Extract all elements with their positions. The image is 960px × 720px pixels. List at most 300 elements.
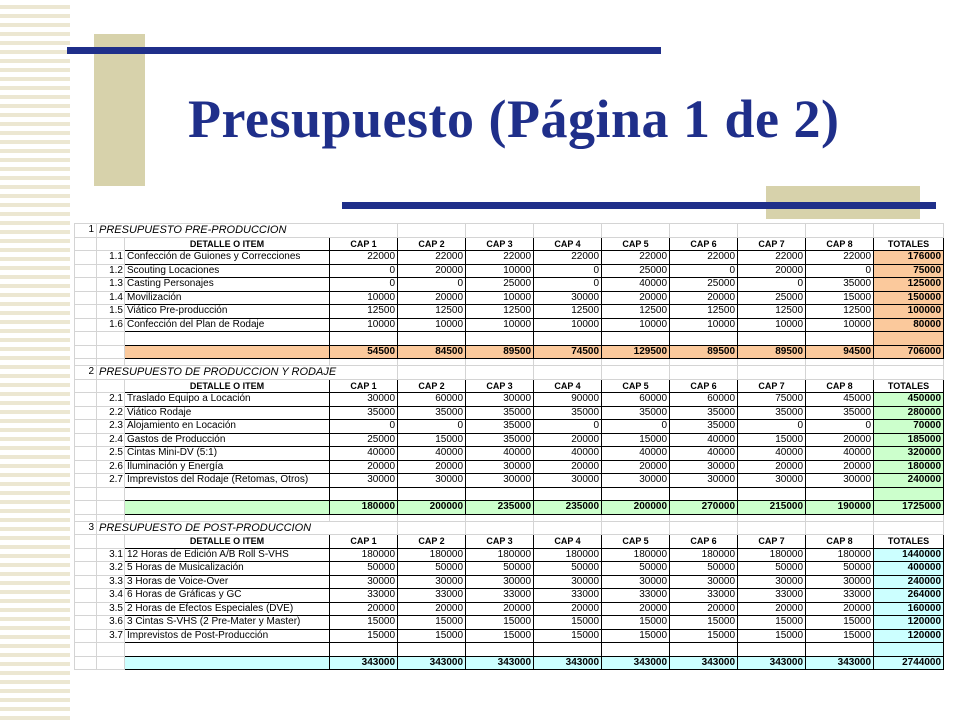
section-number: 2 xyxy=(75,366,97,380)
cap-8-value: 20000 xyxy=(806,460,874,474)
cap-2-value: 180000 xyxy=(398,548,466,562)
empty-cell xyxy=(602,224,670,238)
cap-3-value: 35000 xyxy=(466,420,534,434)
item-index: 3.6 xyxy=(97,616,125,630)
empty-cell xyxy=(75,514,97,521)
item-index: 2.4 xyxy=(97,433,125,447)
empty-cell xyxy=(874,359,944,366)
empty-cell xyxy=(75,433,97,447)
empty-cell xyxy=(874,487,944,501)
cap-6-value: 50000 xyxy=(670,562,738,576)
empty-cell xyxy=(97,379,125,393)
empty-cell xyxy=(466,224,534,238)
cap-5-value: 180000 xyxy=(602,548,670,562)
item-name: 5 Horas de Musicalización xyxy=(125,562,330,576)
cap-1-value: 40000 xyxy=(330,447,398,461)
table-row xyxy=(75,447,944,461)
table-row xyxy=(75,251,944,265)
cap-1-sum: 180000 xyxy=(330,501,398,515)
cap-1-value: 0 xyxy=(330,278,398,292)
empty-cell xyxy=(398,366,466,380)
cap-2-value: 15000 xyxy=(398,629,466,643)
empty-cell xyxy=(806,366,874,380)
cap-4-value: 30000 xyxy=(534,575,602,589)
row-total: 160000 xyxy=(874,602,944,616)
empty-cell xyxy=(670,643,738,657)
header-cap-5: CAP 5 xyxy=(602,237,670,251)
cap-5-value: 0 xyxy=(602,420,670,434)
cap-2-value: 22000 xyxy=(398,251,466,265)
empty-cell xyxy=(534,332,602,346)
cap-3-sum: 89500 xyxy=(466,345,534,359)
cap-2-value: 12500 xyxy=(398,305,466,319)
empty-cell xyxy=(75,548,97,562)
empty-cell xyxy=(466,366,534,380)
cap-5-value: 15000 xyxy=(602,616,670,630)
empty-cell xyxy=(97,514,125,521)
empty-cell xyxy=(330,359,398,366)
cap-6-value: 35000 xyxy=(670,406,738,420)
cap-2-sum: 200000 xyxy=(398,501,466,515)
cap-2-value: 20000 xyxy=(398,264,466,278)
cap-4-value: 90000 xyxy=(534,393,602,407)
cap-1-value: 50000 xyxy=(330,562,398,576)
table-row xyxy=(75,575,944,589)
item-name: 3 Cintas S-VHS (2 Pre-Mater y Master) xyxy=(125,616,330,630)
row-total: 176000 xyxy=(874,251,944,265)
table-row xyxy=(75,474,944,488)
row-total: 240000 xyxy=(874,575,944,589)
cap-6-value: 15000 xyxy=(670,616,738,630)
item-index: 1.4 xyxy=(97,291,125,305)
empty-cell xyxy=(806,514,874,521)
empty-cell xyxy=(398,487,466,501)
cap-4-value: 20000 xyxy=(534,460,602,474)
section-number: 1 xyxy=(75,224,97,238)
empty-cell xyxy=(75,345,97,359)
cap-7-value: 22000 xyxy=(738,251,806,265)
left-stripe-decoration xyxy=(0,0,70,720)
row-total: 180000 xyxy=(874,460,944,474)
cap-6-value: 60000 xyxy=(670,393,738,407)
empty-cell xyxy=(466,521,534,535)
item-name: Casting Personajes xyxy=(125,278,330,292)
cap-7-sum: 215000 xyxy=(738,501,806,515)
empty-cell xyxy=(602,514,670,521)
header-totales: TOTALES xyxy=(874,379,944,393)
empty-cell xyxy=(75,656,97,670)
cap-7-value: 20000 xyxy=(738,602,806,616)
cap-1-value: 25000 xyxy=(330,433,398,447)
empty-cell xyxy=(75,379,97,393)
section-number: 3 xyxy=(75,521,97,535)
item-name: Imprevistos del Rodaje (Retomas, Otros) xyxy=(125,474,330,488)
table-row xyxy=(75,420,944,434)
section-title: PRESUPUESTO DE POST-PRODUCCION xyxy=(97,521,398,535)
empty-cell xyxy=(398,359,466,366)
row-total: 150000 xyxy=(874,291,944,305)
cap-6-sum: 270000 xyxy=(670,501,738,515)
item-name: Alojamiento en Locación xyxy=(125,420,330,434)
cap-8-value: 20000 xyxy=(806,602,874,616)
row-total: 450000 xyxy=(874,393,944,407)
row-total: 400000 xyxy=(874,562,944,576)
cap-6-value: 10000 xyxy=(670,318,738,332)
item-name: Imprevistos de Post-Producción xyxy=(125,629,330,643)
cap-7-sum: 343000 xyxy=(738,656,806,670)
blank-row xyxy=(75,643,944,657)
item-name: Traslado Equipo a Locación xyxy=(125,393,330,407)
empty-cell xyxy=(97,656,125,670)
row-total: 100000 xyxy=(874,305,944,319)
header-cap-6: CAP 6 xyxy=(670,379,738,393)
item-name: Confección del Plan de Rodaje xyxy=(125,318,330,332)
item-index: 3.7 xyxy=(97,629,125,643)
item-index: 3.4 xyxy=(97,589,125,603)
header-cap-4: CAP 4 xyxy=(534,379,602,393)
cap-6-value: 20000 xyxy=(670,602,738,616)
cap-8-value: 33000 xyxy=(806,589,874,603)
empty-cell xyxy=(738,332,806,346)
cap-2-value: 10000 xyxy=(398,318,466,332)
table-row xyxy=(75,602,944,616)
cap-6-value: 20000 xyxy=(670,291,738,305)
empty-cell xyxy=(75,487,97,501)
empty-cell xyxy=(125,656,330,670)
cap-6-value: 15000 xyxy=(670,629,738,643)
empty-cell xyxy=(670,521,738,535)
cap-5-value: 40000 xyxy=(602,278,670,292)
empty-cell xyxy=(738,224,806,238)
cap-8-value: 30000 xyxy=(806,575,874,589)
header-cap-1: CAP 1 xyxy=(330,535,398,549)
section-title: PRESUPUESTO PRE-PRODUCCION xyxy=(97,224,398,238)
cap-1-sum: 54500 xyxy=(330,345,398,359)
cap-5-value: 30000 xyxy=(602,575,670,589)
empty-cell xyxy=(75,616,97,630)
cap-8-value: 45000 xyxy=(806,393,874,407)
item-index: 1.3 xyxy=(97,278,125,292)
cap-8-value: 35000 xyxy=(806,406,874,420)
item-index: 1.2 xyxy=(97,264,125,278)
cap-5-value: 50000 xyxy=(602,562,670,576)
table-row xyxy=(75,291,944,305)
header-cap-2: CAP 2 xyxy=(398,379,466,393)
sums-row xyxy=(75,345,944,359)
cap-7-value: 25000 xyxy=(738,291,806,305)
section-title-row xyxy=(75,521,944,535)
cap-8-sum: 343000 xyxy=(806,656,874,670)
empty-cell xyxy=(466,487,534,501)
item-index: 2.1 xyxy=(97,393,125,407)
table-row xyxy=(75,629,944,643)
header-totales: TOTALES xyxy=(874,237,944,251)
cap-6-value: 30000 xyxy=(670,474,738,488)
row-total: 240000 xyxy=(874,474,944,488)
header-cap-5: CAP 5 xyxy=(602,535,670,549)
empty-cell xyxy=(874,521,944,535)
cap-5-value: 15000 xyxy=(602,433,670,447)
cap-1-value: 30000 xyxy=(330,575,398,589)
header-cap-6: CAP 6 xyxy=(670,237,738,251)
header-cap-3: CAP 3 xyxy=(466,535,534,549)
cap-5-value: 22000 xyxy=(602,251,670,265)
item-name: 3 Horas de Voice-Over xyxy=(125,575,330,589)
empty-cell xyxy=(125,501,330,515)
cap-3-value: 20000 xyxy=(466,602,534,616)
cap-1-value: 33000 xyxy=(330,589,398,603)
empty-cell xyxy=(75,474,97,488)
empty-cell xyxy=(75,278,97,292)
header-cap-5: CAP 5 xyxy=(602,379,670,393)
cap-1-value: 35000 xyxy=(330,406,398,420)
cap-7-value: 20000 xyxy=(738,460,806,474)
cap-5-sum: 129500 xyxy=(602,345,670,359)
cap-1-value: 30000 xyxy=(330,474,398,488)
cap-6-value: 40000 xyxy=(670,433,738,447)
item-index: 3.5 xyxy=(97,602,125,616)
grand-total: 706000 xyxy=(874,345,944,359)
item-index: 2.7 xyxy=(97,474,125,488)
cap-8-value: 12500 xyxy=(806,305,874,319)
cap-2-value: 0 xyxy=(398,420,466,434)
empty-cell xyxy=(97,332,125,346)
header-cap-3: CAP 3 xyxy=(466,237,534,251)
item-name: Movilización xyxy=(125,291,330,305)
empty-cell xyxy=(534,359,602,366)
header-cap-7: CAP 7 xyxy=(738,237,806,251)
cap-7-value: 15000 xyxy=(738,433,806,447)
item-name: Viático Rodaje xyxy=(125,406,330,420)
cap-2-value: 30000 xyxy=(398,474,466,488)
table-row xyxy=(75,589,944,603)
table-row xyxy=(75,562,944,576)
empty-cell xyxy=(97,535,125,549)
empty-cell xyxy=(670,366,738,380)
cap-7-value: 35000 xyxy=(738,406,806,420)
item-name: Cintas Mini-DV (5:1) xyxy=(125,447,330,461)
cap-6-value: 180000 xyxy=(670,548,738,562)
empty-cell xyxy=(330,332,398,346)
item-index: 1.5 xyxy=(97,305,125,319)
cap-1-value: 22000 xyxy=(330,251,398,265)
empty-cell xyxy=(75,251,97,265)
item-name: 6 Horas de Gráficas y GC xyxy=(125,589,330,603)
header-detail: DETALLE O ITEM xyxy=(125,535,330,549)
cap-8-value: 22000 xyxy=(806,251,874,265)
cap-1-value: 20000 xyxy=(330,602,398,616)
item-name: 2 Horas de Efectos Especiales (DVE) xyxy=(125,602,330,616)
empty-cell xyxy=(670,514,738,521)
cap-4-value: 20000 xyxy=(534,602,602,616)
empty-cell xyxy=(75,602,97,616)
empty-cell xyxy=(534,224,602,238)
empty-cell xyxy=(602,521,670,535)
table-row xyxy=(75,433,944,447)
empty-cell xyxy=(125,345,330,359)
cap-4-value: 30000 xyxy=(534,474,602,488)
title-top-rule xyxy=(67,47,661,54)
empty-cell xyxy=(75,575,97,589)
item-index: 2.5 xyxy=(97,447,125,461)
empty-cell xyxy=(75,535,97,549)
empty-cell xyxy=(670,332,738,346)
cap-5-value: 25000 xyxy=(602,264,670,278)
table-row xyxy=(75,278,944,292)
item-name: Gastos de Producción xyxy=(125,433,330,447)
empty-cell xyxy=(602,643,670,657)
cap-8-sum: 94500 xyxy=(806,345,874,359)
empty-cell xyxy=(75,501,97,515)
item-index: 3.1 xyxy=(97,548,125,562)
title-decor-block xyxy=(94,34,145,186)
empty-cell xyxy=(874,224,944,238)
cap-1-value: 10000 xyxy=(330,291,398,305)
cap-5-value: 33000 xyxy=(602,589,670,603)
empty-cell xyxy=(75,420,97,434)
empty-cell xyxy=(738,643,806,657)
empty-cell xyxy=(398,224,466,238)
header-cap-2: CAP 2 xyxy=(398,535,466,549)
cap-2-value: 60000 xyxy=(398,393,466,407)
cap-3-value: 12500 xyxy=(466,305,534,319)
empty-cell xyxy=(738,521,806,535)
cap-8-value: 20000 xyxy=(806,433,874,447)
cap-6-sum: 343000 xyxy=(670,656,738,670)
empty-cell xyxy=(97,345,125,359)
empty-cell xyxy=(398,332,466,346)
cap-5-sum: 343000 xyxy=(602,656,670,670)
header-row xyxy=(75,535,944,549)
empty-cell xyxy=(806,521,874,535)
empty-cell xyxy=(466,514,534,521)
cap-3-value: 30000 xyxy=(466,575,534,589)
empty-cell xyxy=(806,332,874,346)
empty-cell xyxy=(125,332,330,346)
blank-row xyxy=(75,332,944,346)
cap-2-value: 20000 xyxy=(398,602,466,616)
table-row xyxy=(75,460,944,474)
cap-1-value: 20000 xyxy=(330,460,398,474)
header-cap-4: CAP 4 xyxy=(534,237,602,251)
cap-6-value: 40000 xyxy=(670,447,738,461)
empty-cell xyxy=(738,487,806,501)
empty-cell xyxy=(75,589,97,603)
empty-cell xyxy=(602,332,670,346)
empty-cell xyxy=(874,366,944,380)
sums-row xyxy=(75,501,944,515)
cap-3-sum: 343000 xyxy=(466,656,534,670)
cap-4-value: 0 xyxy=(534,264,602,278)
empty-cell xyxy=(806,487,874,501)
item-index: 2.2 xyxy=(97,406,125,420)
cap-3-value: 30000 xyxy=(466,474,534,488)
budget-spreadsheet xyxy=(74,223,944,670)
cap-6-value: 25000 xyxy=(670,278,738,292)
title-bottom-rule xyxy=(342,202,936,209)
empty-cell xyxy=(75,305,97,319)
section-title-row xyxy=(75,366,944,380)
cap-1-sum: 343000 xyxy=(330,656,398,670)
cap-2-value: 15000 xyxy=(398,433,466,447)
empty-cell xyxy=(125,514,330,521)
header-cap-7: CAP 7 xyxy=(738,379,806,393)
item-index: 2.3 xyxy=(97,420,125,434)
cap-3-value: 15000 xyxy=(466,629,534,643)
empty-cell xyxy=(874,514,944,521)
cap-1-value: 180000 xyxy=(330,548,398,562)
header-cap-4: CAP 4 xyxy=(534,535,602,549)
empty-cell xyxy=(806,643,874,657)
item-name: Confección de Guiones y Correcciones xyxy=(125,251,330,265)
row-total: 1440000 xyxy=(874,548,944,562)
empty-cell xyxy=(534,487,602,501)
empty-cell xyxy=(97,487,125,501)
empty-cell xyxy=(75,291,97,305)
empty-cell xyxy=(602,359,670,366)
cap-1-value: 15000 xyxy=(330,616,398,630)
spacer-row xyxy=(75,359,944,366)
header-totales: TOTALES xyxy=(874,535,944,549)
cap-8-value: 180000 xyxy=(806,548,874,562)
table-row xyxy=(75,393,944,407)
empty-cell xyxy=(398,643,466,657)
cap-7-value: 50000 xyxy=(738,562,806,576)
empty-cell xyxy=(670,224,738,238)
empty-cell xyxy=(75,237,97,251)
cap-8-value: 15000 xyxy=(806,616,874,630)
empty-cell xyxy=(534,521,602,535)
empty-cell xyxy=(602,366,670,380)
item-name: 12 Horas de Edición A/B Roll S-VHS xyxy=(125,548,330,562)
empty-cell xyxy=(75,318,97,332)
cap-2-value: 0 xyxy=(398,278,466,292)
row-total: 185000 xyxy=(874,433,944,447)
cap-4-value: 10000 xyxy=(534,318,602,332)
cap-6-value: 33000 xyxy=(670,589,738,603)
cap-5-value: 20000 xyxy=(602,460,670,474)
cap-7-value: 33000 xyxy=(738,589,806,603)
empty-cell xyxy=(534,643,602,657)
row-total: 125000 xyxy=(874,278,944,292)
cap-4-value: 30000 xyxy=(534,291,602,305)
cap-5-value: 20000 xyxy=(602,291,670,305)
table-row xyxy=(75,548,944,562)
cap-3-value: 10000 xyxy=(466,264,534,278)
empty-cell xyxy=(75,643,97,657)
cap-4-sum: 74500 xyxy=(534,345,602,359)
item-name: Iluminación y Energía xyxy=(125,460,330,474)
cap-2-value: 20000 xyxy=(398,291,466,305)
cap-4-value: 15000 xyxy=(534,616,602,630)
cap-1-value: 10000 xyxy=(330,318,398,332)
header-row xyxy=(75,379,944,393)
empty-cell xyxy=(330,487,398,501)
cap-4-value: 22000 xyxy=(534,251,602,265)
cap-5-value: 20000 xyxy=(602,602,670,616)
empty-cell xyxy=(874,643,944,657)
cap-5-value: 30000 xyxy=(602,474,670,488)
cap-8-value: 10000 xyxy=(806,318,874,332)
empty-cell xyxy=(75,393,97,407)
table-row xyxy=(75,305,944,319)
row-total: 80000 xyxy=(874,318,944,332)
empty-cell xyxy=(75,406,97,420)
cap-6-value: 30000 xyxy=(670,460,738,474)
cap-6-value: 35000 xyxy=(670,420,738,434)
header-cap-3: CAP 3 xyxy=(466,379,534,393)
cap-5-value: 10000 xyxy=(602,318,670,332)
